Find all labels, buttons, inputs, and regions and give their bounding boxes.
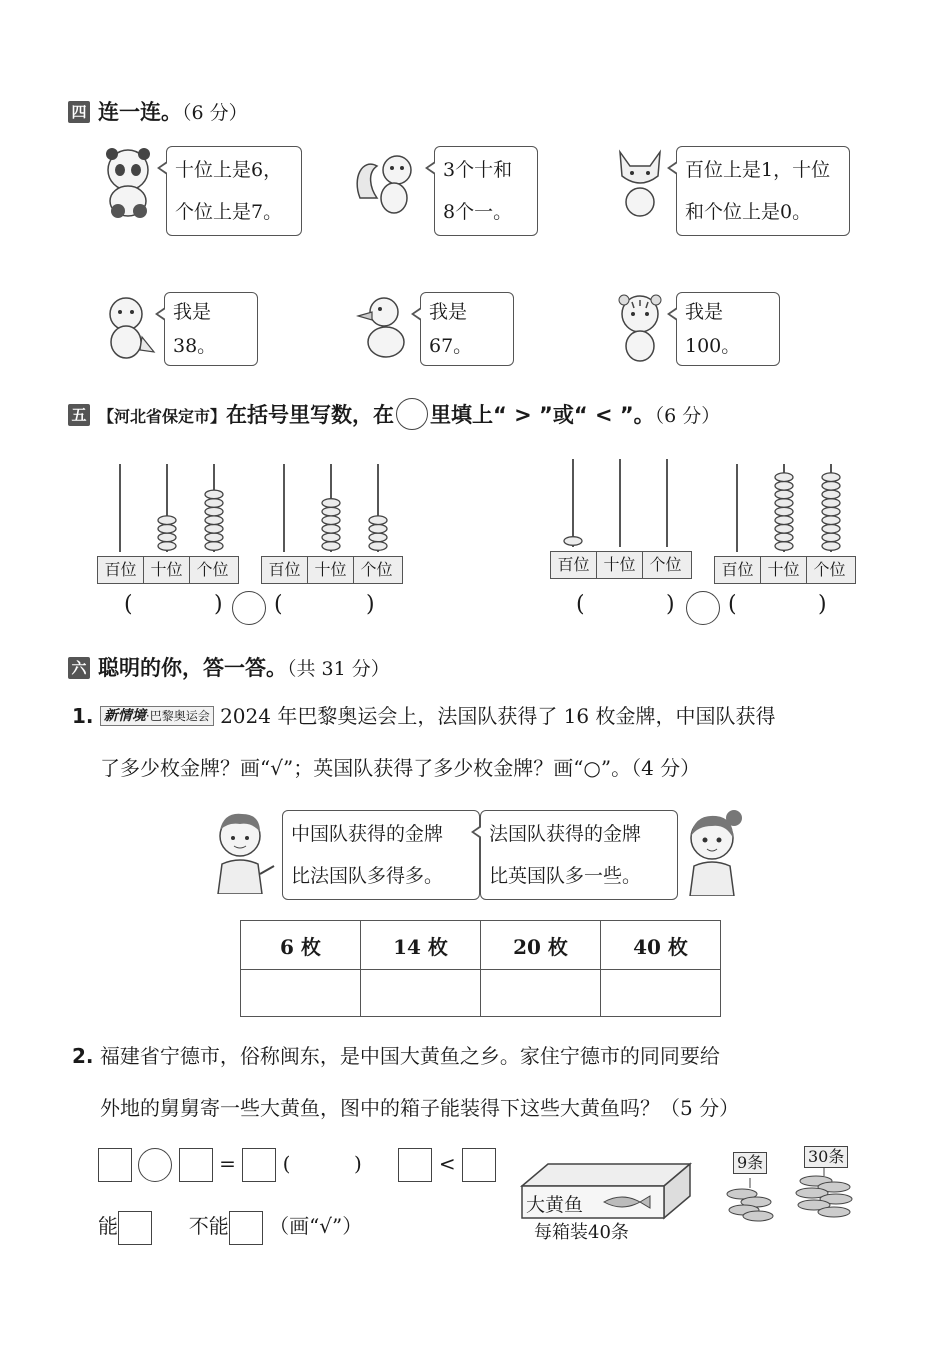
place-labels — [714, 556, 856, 584]
abacus-bead — [322, 542, 340, 551]
bubble-line: 比英国队多一些。 — [489, 865, 642, 887]
abacus-bead — [822, 490, 840, 499]
abacus-bead — [775, 473, 793, 482]
abacus-bead — [775, 542, 793, 551]
answer-box[interactable] — [462, 1148, 496, 1182]
context-badge — [100, 706, 214, 726]
compare-circle-2[interactable] — [686, 591, 720, 625]
question-text: 2024 年巴黎奥运会上，法国队获得了 16 枚金牌，中国队获得 — [220, 704, 776, 728]
abacus-bead — [322, 533, 340, 542]
bubble-line: 百位上是1，十位 — [685, 159, 831, 181]
abacus-bead — [775, 533, 793, 542]
hint-text: （画“√”） — [269, 1214, 363, 1238]
label-tens: 十位 — [144, 557, 190, 583]
abacus-bead — [369, 533, 387, 542]
label-hundreds: 百位 — [98, 557, 144, 583]
dinosaur-icon — [102, 292, 158, 362]
section-points: （6 分） — [654, 405, 721, 427]
label-hundreds: 百位 — [715, 557, 761, 583]
abacus-bead — [822, 499, 840, 508]
answer-box[interactable] — [242, 1148, 276, 1182]
section-title-part: 里填上“ > ”或“ < ”。 — [430, 403, 655, 427]
bubble-line: 十位上是6， — [175, 159, 283, 181]
abacus-bead — [322, 499, 340, 508]
section-number: 五 — [68, 404, 90, 426]
abacus-bead — [822, 533, 840, 542]
fox-icon — [612, 146, 668, 218]
bubble-bottom-3 — [676, 292, 780, 366]
abacus-rods — [261, 458, 403, 552]
abacus-bead — [205, 507, 223, 516]
paren-close: ) — [366, 592, 375, 617]
answer-box[interactable] — [179, 1148, 213, 1182]
boy-icon — [208, 808, 280, 894]
less-than-sign: < — [438, 1151, 456, 1176]
cannot-checkbox[interactable] — [229, 1211, 263, 1245]
label-hundreds: 百位 — [551, 552, 597, 578]
bubble-top-2 — [434, 146, 538, 236]
fish-tag-9: 9条 — [733, 1152, 767, 1174]
paren-open: ( — [728, 592, 737, 617]
abacus-bead — [822, 482, 840, 491]
question-1-line-2: 了多少枚金牌？画“√”；英国队获得了多少枚金牌？画“○”。（4 分） — [100, 756, 701, 780]
bubble-top-1 — [166, 146, 302, 236]
tiger-icon — [610, 292, 670, 366]
abacus-bead — [775, 490, 793, 499]
circle-symbol — [396, 398, 428, 430]
question-number: 1. — [72, 704, 94, 728]
abacus-bead — [205, 533, 223, 542]
abacus-bead — [822, 507, 840, 516]
abacus-bead — [822, 473, 840, 482]
label-ones: 个位 — [649, 555, 682, 574]
paren-close: ) — [818, 592, 827, 617]
bubble-girl — [480, 810, 678, 900]
place-labels — [261, 556, 403, 584]
abacus-bead — [369, 542, 387, 551]
place-labels — [550, 551, 692, 579]
answer-cell[interactable] — [481, 970, 601, 1017]
label-ones: 个位 — [196, 560, 229, 579]
abacus-bead — [158, 516, 176, 525]
duck-icon — [356, 292, 416, 362]
box-caption: 每箱装40条 — [534, 1222, 629, 1243]
abacus-bead — [158, 525, 176, 534]
abacus-bead — [322, 516, 340, 525]
badge-label: 新情境 — [103, 708, 146, 724]
cannot-label: 不能 — [188, 1214, 229, 1238]
abacus — [97, 458, 239, 584]
label-ones: 个位 — [360, 560, 393, 579]
label-tens: 十位 — [761, 557, 807, 583]
abacus-bead — [775, 507, 793, 516]
bubble-line: 和个位上是0。 — [685, 201, 812, 223]
abacus-bead — [205, 499, 223, 508]
medal-options-table — [240, 920, 721, 1017]
option-cell: 6 枚 — [241, 921, 361, 970]
compare-circle-1[interactable] — [232, 591, 266, 625]
badge-sub: ·巴黎奥运会 — [145, 709, 210, 723]
question-number: 2. — [72, 1044, 94, 1068]
answer-box[interactable] — [398, 1148, 432, 1182]
section-points: （共 31 分） — [287, 658, 390, 680]
paren-open: ( — [576, 592, 585, 617]
section-title: 聪明的你，答一答。 — [98, 656, 287, 680]
can-checkbox[interactable] — [118, 1211, 152, 1245]
abacus-bead — [158, 533, 176, 542]
abacus-bead — [205, 516, 223, 525]
answer-cell[interactable] — [601, 970, 721, 1017]
abacus-bead — [564, 537, 582, 546]
unit-paren: ( ) — [282, 1151, 362, 1176]
abacus-bead — [775, 482, 793, 491]
abacus-bead — [822, 516, 840, 525]
can-label: 能 — [98, 1214, 118, 1238]
panda-icon — [100, 145, 160, 220]
answer-box[interactable] — [98, 1148, 132, 1182]
bubble-line: 3个十和 — [443, 159, 513, 181]
bubble-line: 8个一。 — [443, 201, 513, 223]
label-hundreds: 百位 — [262, 557, 308, 583]
bubble-line: 我是38。 — [173, 301, 217, 357]
abacus-bead — [205, 490, 223, 499]
box-label: 大黄鱼 — [526, 1194, 584, 1216]
section-number: 四 — [68, 101, 90, 123]
answer-cell[interactable] — [241, 970, 361, 1017]
region-tag: 【河北省保定市】 — [98, 407, 227, 426]
abacus — [261, 458, 403, 584]
abacus-bead — [322, 525, 340, 534]
abacus-bead — [205, 525, 223, 534]
abacus-rods — [714, 458, 856, 552]
section-5-heading — [68, 398, 720, 430]
bubble-line: 我是67。 — [429, 301, 473, 357]
abacus-bead — [775, 499, 793, 508]
bubble-bottom-1 — [164, 292, 258, 366]
option-cell: 14 枚 — [361, 921, 481, 970]
abacus — [714, 458, 856, 584]
bubble-bottom-2 — [420, 292, 514, 366]
abacus-bead — [158, 542, 176, 551]
bubble-line: 我是100。 — [685, 301, 741, 357]
equation-row — [98, 1148, 496, 1182]
bubble-line: 中国队获得的金牌 — [291, 823, 444, 845]
bubble-line: 比法国队多得多。 — [291, 865, 444, 887]
bubble-line: 法国队获得的金牌 — [489, 823, 642, 845]
squirrel-icon — [352, 148, 422, 218]
abacus-bead — [775, 525, 793, 534]
option-cell: 20 枚 — [481, 921, 601, 970]
section-title-part: 在括号里写数，在 — [226, 403, 395, 427]
fish-tag-30: 30条 — [804, 1146, 848, 1168]
paren-open: ( — [124, 592, 133, 617]
section-6-heading — [68, 652, 390, 682]
section-points: （6 分） — [182, 102, 248, 124]
question-1 — [72, 690, 872, 742]
question-2-line-2: 外地的舅舅寄一些大黄鱼，图中的箱子能装得下这些大黄鱼吗？（5 分） — [100, 1096, 740, 1120]
abacus-bead — [822, 542, 840, 551]
fish-pile-large-icon — [792, 1168, 858, 1220]
label-tens: 十位 — [597, 552, 643, 578]
option-cell: 40 枚 — [601, 921, 721, 970]
bubble-line: 个位上是7。 — [175, 201, 283, 223]
abacus — [550, 453, 692, 579]
section-title: 连一连。 — [98, 100, 182, 124]
paren-close: ) — [214, 592, 223, 617]
abacus-bead — [822, 525, 840, 534]
operator-circle[interactable] — [138, 1148, 172, 1182]
abacus-bead — [775, 516, 793, 525]
abacus-bead — [369, 525, 387, 534]
paren-open: ( — [274, 592, 283, 617]
label-tens: 十位 — [308, 557, 354, 583]
abacus-bead — [205, 542, 223, 551]
bubble-top-3 — [676, 146, 850, 236]
abacus-rods — [550, 453, 692, 547]
place-labels — [97, 556, 239, 584]
question-2 — [72, 1030, 720, 1082]
equals-sign: = — [219, 1151, 236, 1176]
abacus-bead — [322, 507, 340, 516]
girl-icon — [676, 806, 748, 896]
answer-cell[interactable] — [361, 970, 481, 1017]
bubble-boy — [282, 810, 480, 900]
abacus-bead — [369, 516, 387, 525]
section-4-heading — [68, 96, 248, 126]
label-ones: 个位 — [813, 560, 846, 579]
fish-pile-small-icon — [722, 1178, 778, 1222]
question-text: 福建省宁德市，俗称闽东，是中国大黄鱼之乡。家住宁德市的同同要给 — [99, 1044, 720, 1068]
abacus-rods — [97, 458, 239, 552]
choice-row — [98, 1210, 362, 1245]
paren-close: ) — [666, 592, 675, 617]
section-number: 六 — [68, 657, 90, 679]
